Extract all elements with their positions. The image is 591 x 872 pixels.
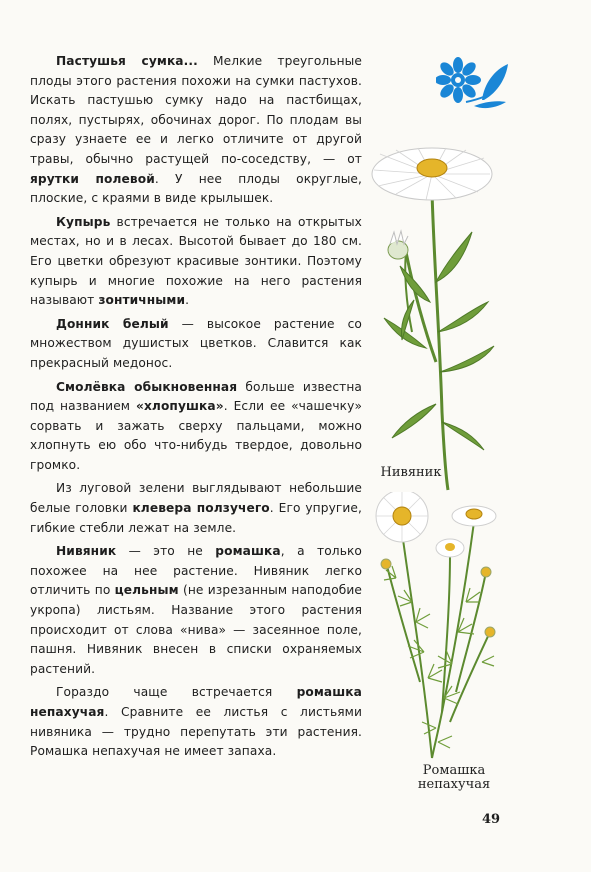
nivyanik-flower [372, 148, 492, 200]
paragraph [30, 315, 362, 374]
paragraph [30, 683, 362, 761]
bold-term: ромашка [215, 544, 281, 559]
bold-term: Смолёвка обыкновенная [56, 379, 238, 394]
bold-term: Пастушья сумка... [56, 54, 198, 68]
bold-term: Купырь [56, 214, 111, 229]
text-run: больше известна под названием [30, 379, 362, 414]
romashka-flower-1 [376, 492, 428, 542]
bold-term: «хлопушка» [136, 399, 224, 414]
romashka-illustration [366, 492, 516, 762]
text-run: — высокое растение со множеством душистых цветков. Славится как прекрасный медонос. [30, 316, 362, 370]
bold-term: клевера ползучего [132, 501, 270, 516]
paragraph [30, 479, 362, 538]
romashka-flower-3 [436, 539, 464, 557]
text-run: — это не [116, 544, 216, 559]
caption-nivyanik: Нивяник [380, 465, 442, 480]
bold-term: зонтичными [98, 293, 186, 308]
page-number: 49 [482, 812, 501, 827]
bold-term: Нивяник [56, 544, 117, 559]
text-run: , а только похожее на нее растение. Нивяник легко отличить по [30, 544, 362, 598]
nivyanik-illustration [366, 132, 506, 492]
text-run: (не изрезанным наподобие укропа) листьям. Название этого растения происходит от слова «нива» — засеянное поле, пашня. Нивяник внесен в списки охраняемых растений. [30, 583, 362, 676]
text-run: . Сравните ее листья с листьями нивяника — трудно перепутать эти растения. Ромашка непахучая не имеет запаха. [30, 705, 362, 759]
caption-romashka-line2: непахучая [417, 777, 491, 792]
bold-term: ромашка непахучая [30, 685, 362, 719]
bold-term: Донник белый [56, 316, 169, 331]
caption-romashka-line1: Ромашка [422, 763, 486, 778]
text-run: . Если ее «чашечку» сорвать и зажать сверху пальцами, можно хлопнуть ею обо что-нибудь твердое, довольно громко. [30, 399, 362, 472]
cornflower-icon [436, 56, 516, 112]
text-run: Мелкие треугольные плоды этого растения похожи на сумки пастухов. Искать пастушью сумку надо на пастбищах, полях, пустырях, обочинах дорог. По плодам вы сразу узнаете ее и легко отличите от другой травы, обычно растущей по-соседству, — от [30, 54, 362, 166]
text-run: Гораздо чаще встречается [56, 685, 297, 700]
caption-romashka [404, 764, 504, 792]
romashka-flower-2 [452, 506, 496, 526]
text-run: . [185, 293, 190, 308]
text-column [30, 52, 362, 766]
paragraph [30, 213, 362, 311]
text-run: . Его упругие, гибкие стебли лежат на земле. [30, 501, 362, 535]
text-run: . У нее плоды округлые, плоские, с краями в виде крылышек. [30, 171, 362, 206]
bold-term: ярутки полевой [30, 171, 155, 186]
paragraph [30, 542, 362, 679]
bold-term: цельным [114, 583, 179, 598]
paragraph [30, 378, 362, 476]
text-run: встречается не только на открытых местах, но и в лесах. Высотой бывает до 180 см. Его цветки обрезуют красивые зонтики. Поэтому купырь и многие похожие на него растения называют [30, 214, 362, 308]
text-run: Из луговой зелени выглядывают небольшие белые головки [30, 481, 362, 516]
paragraph [30, 52, 362, 209]
